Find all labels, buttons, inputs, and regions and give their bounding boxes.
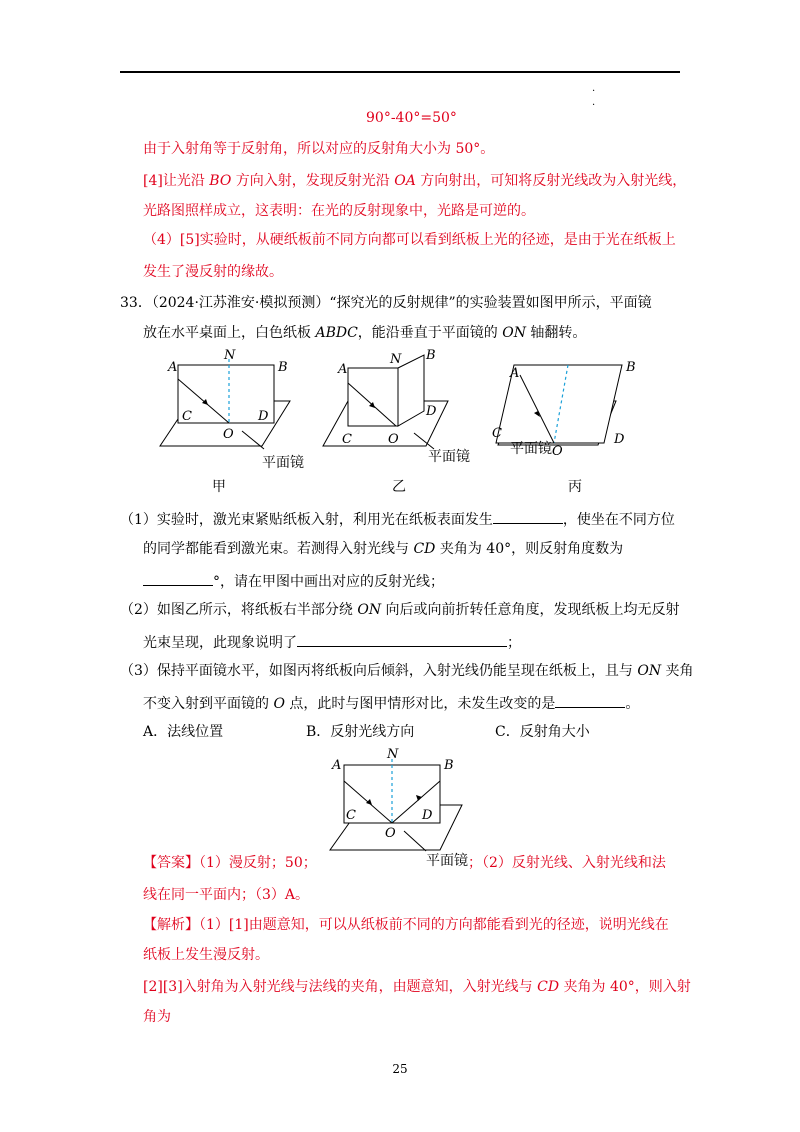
text-fragment: 放在水平桌面上，白色纸板 <box>143 325 316 341</box>
text-fragment: ； <box>507 635 521 651</box>
label-D: D <box>422 808 433 823</box>
part-3-line-2 <box>143 692 639 714</box>
answer-line-b: 线在同一平面内；（3）A。 <box>143 887 310 903</box>
analysis-line-3 <box>143 977 691 997</box>
fig-caption-bing: 丙 <box>568 479 582 495</box>
text-fragment: （1）实验时，激光束紧贴纸板入射，利用光在纸板表面发生 <box>120 512 493 528</box>
option-b[interactable]: B．反射光线方向 <box>306 724 415 740</box>
figure-yi <box>318 343 478 473</box>
part-3-line-1 <box>120 661 694 681</box>
text-fragment: [2][3]入射角为入射光线与法线的夹角，由题意知，入射光线与 <box>143 979 538 995</box>
text-fragment: （2）如图乙所示，将纸板右半部分绕 <box>120 602 358 618</box>
answer-figure <box>322 745 492 870</box>
text-fragment: 光束呈现，此现象说明了 <box>143 635 297 651</box>
text-fragment: 不变入射到平面镜的 <box>143 696 274 712</box>
text-fragment: [4]让光沿 <box>143 173 210 189</box>
answer-line-2 <box>143 171 686 191</box>
analysis-tag: 【解析】 <box>143 917 199 933</box>
text-fragment: 点，此时与图甲情形对比，未发生改变的是 <box>284 696 556 712</box>
label-D: D <box>426 404 437 419</box>
label-B: B <box>444 758 454 773</box>
mirror-label: 平面镜 <box>262 455 304 471</box>
text-fragment: （1）[1]由题意知，可以从纸板前不同的方向都能看到光的径迹，说明光线在 <box>199 917 669 933</box>
header-rule <box>120 71 680 73</box>
label-O: O <box>385 826 396 841</box>
label-N: N <box>224 348 236 363</box>
corner-dots: . . <box>592 83 596 108</box>
answer-tag: 【答案】 <box>143 855 199 871</box>
mirror-label: 平面镜 <box>510 441 552 457</box>
text-fragment: 夹角为 40°，则反射角度数为 <box>435 541 624 557</box>
text-fragment: ON <box>637 663 662 679</box>
text-fragment: °，请在甲图中画出对应的反射光线； <box>213 574 444 590</box>
text-fragment: 的同学都能看到激光束。若测得入射光线与 <box>143 541 414 557</box>
answer-line-4: （4）[5]实验时，从硬纸板前不同方向都可以看到纸板上光的径迹，是由于光在纸板上 <box>143 232 676 248</box>
answer-blank-3[interactable] <box>297 631 507 647</box>
text-fragment: ，使坐在不同方位 <box>562 512 675 528</box>
label-O: O <box>388 432 399 447</box>
fig-caption-jia: 甲 <box>212 479 226 495</box>
mirror-pointer <box>404 831 426 851</box>
answer-blank-2[interactable] <box>143 570 213 586</box>
answer-line-a <box>143 853 317 873</box>
part-2-line-2 <box>143 631 521 653</box>
label-C: C <box>346 808 356 823</box>
answer-blank-1[interactable] <box>493 508 563 524</box>
label-B: B <box>278 360 288 375</box>
option-c[interactable]: C．反射角大小 <box>495 724 590 740</box>
page-number: 25 <box>392 1062 408 1076</box>
text-fragment: ，能沿垂直于平面镜的 <box>357 325 503 341</box>
question-33-line-1: 33．（2024·江苏淮安·模拟预测）“探究光的反射规律”的实验装置如图甲所示，平面镜 <box>120 295 652 311</box>
part-2-line-1 <box>120 600 680 620</box>
text-fragment: CD <box>413 541 436 557</box>
text-fragment: 向后或向前折转任意角度，发现纸板上均无反射 <box>381 602 680 618</box>
label-N: N <box>390 352 402 367</box>
label-A: A <box>332 758 342 773</box>
answer-line-3: 光路图照样成立，这表明：在光的反射现象中，光路是可逆的。 <box>143 203 535 219</box>
paper-right-half-folded <box>398 355 424 426</box>
text-fragment: 夹角 <box>661 663 694 679</box>
text-fragment: O <box>273 696 285 712</box>
part-1-line-3 <box>143 570 444 592</box>
question-33-line-2 <box>143 323 586 343</box>
label-C: C <box>342 432 352 447</box>
label-B: B <box>426 348 436 363</box>
paper-left-half <box>348 368 398 426</box>
label-A: A <box>510 366 520 381</box>
answer-blank-4[interactable] <box>555 692 625 708</box>
label-N: N <box>387 747 399 762</box>
formula-line: 90°-40°=50° <box>366 110 457 126</box>
analysis-line-2: 纸板上发生漫反射。 <box>143 947 269 963</box>
text-fragment: 方向入射，发现反射光沿 <box>231 173 395 189</box>
label-A: A <box>338 362 348 377</box>
mirror-label: 平面镜 <box>428 449 470 465</box>
text-fragment: 。 <box>625 696 640 712</box>
text-fragment: ABDC <box>315 325 358 341</box>
label-D: D <box>614 432 625 447</box>
text-fragment: CD <box>537 979 560 995</box>
label-O: O <box>223 427 234 442</box>
text-fragment: （1）漫反射；50； <box>199 855 317 871</box>
label-C: C <box>182 409 192 424</box>
text-fragment: OA <box>394 173 416 189</box>
mirror-label: 平面镜 <box>426 853 468 869</box>
text-fragment: 方向射出，可知将反射光线改为入射光线， <box>415 173 687 189</box>
option-a[interactable]: A．法线位置 <box>143 724 224 740</box>
text-fragment: ON <box>502 325 526 341</box>
text-fragment: ON <box>357 602 382 618</box>
figure-bing <box>486 343 656 473</box>
text-fragment: 轴翻转。 <box>525 325 587 341</box>
analysis-line-4: 角为 <box>143 1009 171 1025</box>
label-O: O <box>552 444 563 459</box>
label-A: A <box>168 360 178 375</box>
label-D: D <box>258 409 269 424</box>
figure-jia <box>150 343 310 473</box>
fig-caption-yi: 乙 <box>392 479 406 495</box>
answer-line-1: 由于入射角等于反射角，所以对应的反射角大小为 50°。 <box>143 141 495 157</box>
label-B: B <box>626 360 636 375</box>
answer-line-5: 发生了漫反射的缘故。 <box>143 264 283 280</box>
part-1-line-2 <box>143 539 623 559</box>
analysis-line-1 <box>143 915 669 935</box>
label-C: C <box>492 426 502 441</box>
part-1-line-1 <box>120 508 675 530</box>
text-fragment: （3）保持平面镜水平，如图丙将纸板向后倾斜，入射光线仍能呈现在纸板上，且与 <box>120 663 638 679</box>
text-fragment: BO <box>209 173 232 189</box>
text-fragment: 夹角为 40°，则入射 <box>559 979 691 995</box>
answer-line-a-cont: ；（2）反射光线、入射光线和法 <box>468 855 666 871</box>
